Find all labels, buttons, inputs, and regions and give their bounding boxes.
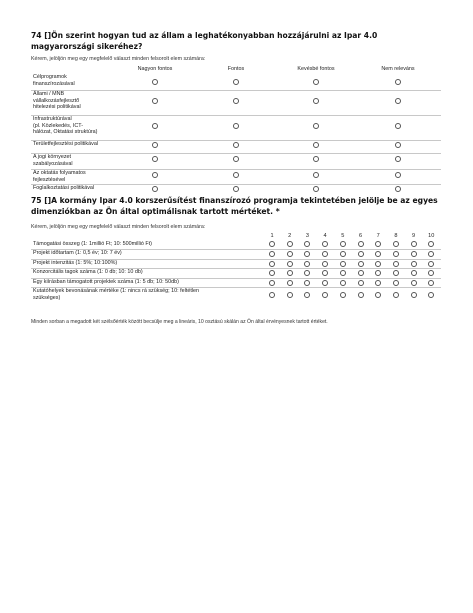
scale-number: 7 <box>376 233 380 239</box>
radio-button[interactable] <box>269 241 275 247</box>
radio-button[interactable] <box>340 241 346 247</box>
radio-button[interactable] <box>287 270 293 276</box>
scale-number: 10 <box>428 233 435 239</box>
radio-button[interactable] <box>322 292 328 298</box>
radio-button[interactable] <box>304 241 310 247</box>
radio-button[interactable] <box>375 261 381 267</box>
radio-button[interactable] <box>233 79 239 85</box>
row-label-line: Támogatási összeg (1: 1millió Ft; 10: 500millió Ft) <box>33 241 152 247</box>
radio-button[interactable] <box>411 292 417 298</box>
radio-button[interactable] <box>287 261 293 267</box>
row-label-line: Az oktatás folyamatos <box>33 170 86 176</box>
radio-button[interactable] <box>269 251 275 257</box>
radio-button[interactable] <box>322 241 328 247</box>
radio-button[interactable] <box>152 79 158 85</box>
radio-button[interactable] <box>287 251 293 257</box>
row-label-line: hálózat, Oktatási struktúra) <box>33 129 98 136</box>
radio-button[interactable] <box>411 261 417 267</box>
radio-button[interactable] <box>340 251 346 257</box>
question-75-instruction: Kérem, jelöljön meg egy megfelelő választ minden felsorolt elem számára: <box>31 224 206 230</box>
radio-button[interactable] <box>428 261 434 267</box>
row-label-line: Egy kiírásban támogatott projektek száma (1: 5 db; 10: 50db) <box>33 279 179 285</box>
radio-button[interactable] <box>313 79 319 85</box>
radio-button[interactable] <box>152 123 158 129</box>
radio-button[interactable] <box>152 98 158 104</box>
radio-button[interactable] <box>375 241 381 247</box>
radio-button[interactable] <box>233 172 239 178</box>
question-75-footnote: Minden sorban a megadott két szélsőérték között becsülje meg a lineáris, 10 osztású skálán az Ön által érvényesnek tartott értéket. <box>31 319 328 325</box>
radio-button[interactable] <box>152 156 158 162</box>
radio-button[interactable] <box>428 241 434 247</box>
scale-number: 3 <box>305 233 309 239</box>
scale-number: 4 <box>323 233 327 239</box>
radio-button[interactable] <box>152 172 158 178</box>
radio-button[interactable] <box>304 280 310 286</box>
radio-button[interactable] <box>393 241 399 247</box>
radio-button[interactable] <box>233 123 239 129</box>
column-header: Kevésbé fontos <box>297 66 335 72</box>
question-74-title: 74 []Ön szerint hogyan tud az állam a leghatékonyabban hozzájárulni az Ipar 4.0 magyarországi sikeréhez? <box>31 31 378 51</box>
row-label-line: Konzorcitális tagok száma (1: 0 db; 10: 10 db) <box>33 269 143 275</box>
radio-button[interactable] <box>313 186 319 192</box>
radio-button[interactable] <box>322 280 328 286</box>
radio-button[interactable] <box>358 261 364 267</box>
radio-button[interactable] <box>233 156 239 162</box>
row-label <box>33 288 261 301</box>
radio-button[interactable] <box>313 156 319 162</box>
row-label <box>33 116 129 136</box>
radio-button[interactable] <box>304 292 310 298</box>
radio-button[interactable] <box>269 270 275 276</box>
row-label <box>33 279 261 286</box>
radio-button[interactable] <box>304 251 310 257</box>
row-label-line: szükséges) <box>33 294 61 301</box>
radio-button[interactable] <box>395 156 401 162</box>
scale-number: 8 <box>394 233 398 239</box>
row-label <box>33 260 261 267</box>
radio-button[interactable] <box>358 251 364 257</box>
row-label <box>33 241 261 248</box>
radio-button[interactable] <box>304 270 310 276</box>
radio-button[interactable] <box>304 261 310 267</box>
radio-button[interactable] <box>393 280 399 286</box>
radio-button[interactable] <box>322 270 328 276</box>
scale-number: 1 <box>270 233 274 239</box>
radio-button[interactable] <box>395 98 401 104</box>
row-label-line: szabályozásával <box>33 160 73 167</box>
column-header: Nem releváns <box>381 66 415 72</box>
radio-button[interactable] <box>269 292 275 298</box>
row-label-line: Projekt időtartam (1: 0,5 év; 10: 7 év) <box>33 250 122 256</box>
row-label-line: fejlesztésével <box>33 176 66 183</box>
radio-button[interactable] <box>428 251 434 257</box>
radio-button[interactable] <box>375 270 381 276</box>
radio-button[interactable] <box>322 261 328 267</box>
row-label <box>33 91 129 111</box>
radio-button[interactable] <box>269 261 275 267</box>
radio-button[interactable] <box>395 186 401 192</box>
radio-button[interactable] <box>269 280 275 286</box>
row-label-line: Célprogramok <box>33 74 67 80</box>
radio-button[interactable] <box>375 280 381 286</box>
radio-button[interactable] <box>375 292 381 298</box>
radio-button[interactable] <box>428 292 434 298</box>
radio-button[interactable] <box>233 142 239 148</box>
radio-button[interactable] <box>358 280 364 286</box>
radio-button[interactable] <box>152 186 158 192</box>
radio-button[interactable] <box>340 280 346 286</box>
radio-button[interactable] <box>393 251 399 257</box>
row-label <box>33 170 129 183</box>
radio-button[interactable] <box>428 280 434 286</box>
row-label <box>33 250 261 257</box>
radio-button[interactable] <box>411 251 417 257</box>
radio-button[interactable] <box>428 270 434 276</box>
row-label <box>33 74 129 87</box>
row-label-line: finanszírozásával <box>33 80 75 87</box>
radio-button[interactable] <box>313 123 319 129</box>
radio-button[interactable] <box>395 123 401 129</box>
radio-button[interactable] <box>393 261 399 267</box>
scale-number: 6 <box>358 233 363 239</box>
radio-button[interactable] <box>233 98 239 104</box>
radio-button[interactable] <box>393 270 399 276</box>
scale-number: 5 <box>341 233 345 239</box>
radio-button[interactable] <box>411 280 417 286</box>
row-label <box>33 185 129 192</box>
column-header: Fontos <box>227 66 245 72</box>
row-label-line: Foglalkoztatási politikával <box>33 185 95 191</box>
row-label <box>33 141 129 148</box>
radio-button[interactable] <box>287 292 293 298</box>
radio-button[interactable] <box>233 186 239 192</box>
row-label-line: A jogi környezet <box>33 154 72 160</box>
radio-button[interactable] <box>411 270 417 276</box>
scale-number: 9 <box>412 233 416 239</box>
radio-button[interactable] <box>358 270 364 276</box>
question-75-title: 75 []A kormány Ipar 4.0 korszerűsítést finanszírozó programja tekintetében jelölje be az egyes dimenziókban az Ön által optimálisnak tartott mértéket. * <box>31 196 438 216</box>
column-header: Nagyon fontos <box>137 66 173 72</box>
radio-button[interactable] <box>322 251 328 257</box>
radio-button[interactable] <box>313 142 319 148</box>
radio-button[interactable] <box>340 261 346 267</box>
row-label <box>33 269 261 276</box>
row-label-line: Infrastruktúrával <box>33 116 72 122</box>
radio-button[interactable] <box>340 292 346 298</box>
radio-button[interactable] <box>395 79 401 85</box>
row-label-line: hitelezési politikával <box>33 104 81 111</box>
radio-button[interactable] <box>340 270 346 276</box>
radio-button[interactable] <box>313 98 319 104</box>
row-label-line: vállalkozásfejlesztő <box>33 97 80 104</box>
row-label-line: (pl. Közlekedés, ICT- <box>33 122 84 129</box>
radio-button[interactable] <box>395 172 401 178</box>
radio-button[interactable] <box>313 172 319 178</box>
scale-number: 2 <box>288 233 292 239</box>
row-label-line: Területfejlesztési politikával <box>33 141 99 147</box>
row-label-line: Kutatóhelyek bevonásának mértéke (1: nincs rá szükség; 10: feltétlen <box>33 288 200 294</box>
radio-button[interactable] <box>287 241 293 247</box>
radio-button[interactable] <box>395 142 401 148</box>
row-label-line: Projekt intenzitás (1: 5%; 10:100%) <box>33 260 118 266</box>
row-label <box>33 154 129 167</box>
radio-button[interactable] <box>393 292 399 298</box>
radio-button[interactable] <box>287 280 293 286</box>
radio-button[interactable] <box>358 292 364 298</box>
radio-button[interactable] <box>411 241 417 247</box>
radio-button[interactable] <box>358 241 364 247</box>
radio-button[interactable] <box>375 251 381 257</box>
row-label-line: Állami / MNB <box>33 91 65 97</box>
question-74-instruction: Kérem, jelöljön meg egy megfelelő választ minden felsorolt elem számára: <box>31 56 206 62</box>
radio-button[interactable] <box>152 142 158 148</box>
